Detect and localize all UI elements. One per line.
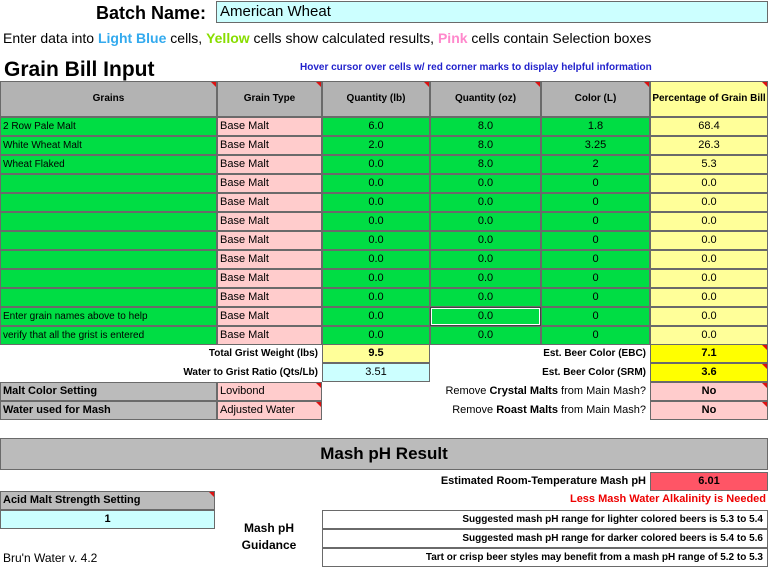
instr-light-blue: Light Blue (97, 30, 167, 46)
grain-name-input[interactable]: 2 Row Pale Malt (0, 117, 217, 136)
quantity-oz-input[interactable]: 0.0 (430, 231, 541, 250)
ebc-label: Est. Beer Color (EBC) (543, 348, 646, 359)
quantity-lb-input[interactable]: 0.0 (322, 193, 430, 212)
percentage-value: 0.0 (650, 250, 768, 269)
grain-type-select[interactable]: Base Malt (217, 117, 322, 136)
ebc-value: 7.1 (650, 344, 768, 363)
quantity-lb-input[interactable]: 6.0 (322, 117, 430, 136)
quantity-lb-input[interactable]: 0.0 (322, 212, 430, 231)
batch-name-label: Batch Name: (96, 3, 207, 23)
color-l-input[interactable]: 0 (541, 174, 650, 193)
quantity-lb-input[interactable]: 0.0 (322, 174, 430, 193)
remove-crystal-label (322, 382, 650, 401)
acid-malt-input[interactable]: 1 (0, 510, 215, 529)
remove-roast-label (322, 401, 650, 420)
roast-pre: Remove (452, 404, 497, 416)
roast-bold: Roast Malts (496, 404, 558, 416)
est-mash-ph-label: Estimated Room-Temperature Mash pH (440, 475, 646, 487)
grain-name-input[interactable] (0, 193, 217, 212)
color-l-input[interactable]: 0 (541, 326, 650, 345)
percentage-value: 0.0 (650, 326, 768, 345)
mash-ph-guidance-label: Mash pH Guidance (241, 521, 297, 552)
grain-type-select[interactable]: Base Malt (217, 307, 322, 326)
color-l-input[interactable]: 3.25 (541, 136, 650, 155)
grain-type-select[interactable]: Base Malt (217, 193, 322, 212)
quantity-lb-input[interactable]: 0.0 (322, 326, 430, 345)
quantity-oz-input[interactable]: 0.0 (430, 193, 541, 212)
quantity-oz-input[interactable]: 8.0 (430, 136, 541, 155)
grain-type-select[interactable]: Base Malt (217, 174, 322, 193)
quantity-lb-input[interactable]: 0.0 (322, 250, 430, 269)
color-l-input[interactable]: 0 (541, 193, 650, 212)
grain-bill-title: Grain Bill Input (4, 58, 155, 81)
percentage-value: 0.0 (650, 174, 768, 193)
percentage-value: 0.0 (650, 193, 768, 212)
grain-type-select[interactable]: Base Malt (217, 250, 322, 269)
color-l-input[interactable]: 0 (541, 307, 650, 326)
color-l-input[interactable]: 0 (541, 269, 650, 288)
header-percentage: Percentage of Grain Bill (650, 81, 768, 117)
quantity-lb-input[interactable]: 2.0 (322, 136, 430, 155)
quantity-oz-input[interactable]: 0.0 (430, 326, 541, 345)
quantity-oz-input[interactable]: 0.0 (430, 307, 541, 326)
grain-name-input[interactable]: Enter grain names above to help (0, 307, 217, 326)
grain-name-input[interactable] (0, 231, 217, 250)
remove-crystal-select[interactable]: No (650, 382, 768, 401)
instr-pink: Pink (437, 30, 468, 46)
quantity-lb-input[interactable]: 0.0 (322, 307, 430, 326)
grain-name-input[interactable] (0, 250, 217, 269)
quantity-lb-input[interactable]: 0.0 (322, 269, 430, 288)
water-grist-ratio-input[interactable]: 3.51 (322, 363, 430, 382)
percentage-value: 0.0 (650, 307, 768, 326)
color-l-input[interactable]: 0 (541, 231, 650, 250)
header-color-l: Color (L) (541, 81, 650, 117)
guidance-tart: Tart or crisp beer styles may benefit from a mash pH range of 5.2 to 5.3 (322, 548, 768, 567)
water-grist-ratio-label: Water to Grist Ratio (Qts/Lb) (183, 367, 318, 378)
alkalinity-warning: Less Mash Water Alkalinity is Needed (569, 493, 766, 505)
mash-ph-title: Mash pH Result (0, 438, 768, 470)
quantity-oz-input[interactable]: 8.0 (430, 117, 541, 136)
remove-roast-select[interactable]: No (650, 401, 768, 420)
srm-label: Est. Beer Color (SRM) (542, 367, 646, 378)
batch-name-input[interactable]: American Wheat (216, 1, 768, 23)
percentage-value: 0.0 (650, 269, 768, 288)
grain-type-select[interactable]: Base Malt (217, 326, 322, 345)
quantity-oz-input[interactable]: 0.0 (430, 269, 541, 288)
grain-name-input[interactable]: Wheat Flaked (0, 155, 217, 174)
quantity-oz-input[interactable]: 8.0 (430, 155, 541, 174)
quantity-oz-input[interactable]: 0.0 (430, 174, 541, 193)
percentage-value: 5.3 (650, 155, 768, 174)
grain-type-select[interactable]: Base Malt (217, 136, 322, 155)
instr-part-2: cells, (166, 30, 207, 46)
crystal-post: from Main Mash? (557, 385, 646, 397)
version-label: Bru'n Water v. 4.2 (3, 551, 98, 565)
quantity-oz-input[interactable]: 0.0 (430, 288, 541, 307)
quantity-lb-input[interactable]: 0.0 (322, 231, 430, 250)
guidance-darker: Suggested mash pH range for darker colored beers is 5.4 to 5.6 (322, 529, 768, 548)
header-quantity-oz: Quantity (oz) (430, 81, 541, 117)
quantity-oz-input[interactable]: 0.0 (430, 250, 541, 269)
grain-name-input[interactable] (0, 174, 217, 193)
grain-type-select[interactable]: Base Malt (217, 155, 322, 174)
grain-name-input[interactable]: White Wheat Malt (0, 136, 217, 155)
grain-name-input[interactable]: verify that all the grist is entered (0, 326, 217, 345)
percentage-value: 0.0 (650, 288, 768, 307)
roast-post: from Main Mash? (557, 404, 646, 416)
instr-part-3: cells show calculated results, (249, 30, 438, 46)
total-grist-label: Total Grist Weight (lbs) (208, 348, 318, 359)
srm-value: 3.6 (650, 363, 768, 382)
instr-part-1: Enter data into (3, 30, 98, 46)
quantity-lb-input[interactable]: 0.0 (322, 155, 430, 174)
crystal-pre: Remove (445, 385, 490, 397)
instr-yellow: Yellow (206, 30, 250, 46)
instructions-line (3, 29, 773, 47)
crystal-bold: Crystal Malts (489, 385, 558, 397)
grain-type-select[interactable]: Base Malt (217, 269, 322, 288)
grain-name-input[interactable] (0, 212, 217, 231)
acid-malt-label: Acid Malt Strength Setting (0, 491, 215, 510)
quantity-oz-input[interactable]: 0.0 (430, 212, 541, 231)
malt-color-select[interactable]: Lovibond (217, 382, 322, 401)
water-used-label: Water used for Mash (0, 401, 217, 420)
grain-type-select[interactable]: Base Malt (217, 231, 322, 250)
percentage-value: 0.0 (650, 212, 768, 231)
color-l-input[interactable]: 0 (541, 288, 650, 307)
color-l-input[interactable]: 0 (541, 212, 650, 231)
hover-note: Hover cursor over cells w/ red corner marks to display helpful information (300, 62, 652, 73)
color-l-input[interactable]: 2 (541, 155, 650, 174)
malt-color-setting-label: Malt Color Setting (0, 382, 217, 401)
total-grist-value: 9.5 (322, 344, 430, 363)
header-grains: Grains (0, 81, 217, 117)
guidance-lighter: Suggested mash pH range for lighter colored beers is 5.3 to 5.4 (322, 510, 768, 529)
header-grain-type: Grain Type (217, 81, 322, 117)
instr-part-4: cells contain Selection boxes (467, 30, 652, 46)
grain-type-select[interactable]: Base Malt (217, 212, 322, 231)
grain-name-input[interactable] (0, 269, 217, 288)
quantity-lb-input[interactable]: 0.0 (322, 288, 430, 307)
grain-name-input[interactable] (0, 288, 217, 307)
est-mash-ph-value: 6.01 (650, 472, 768, 491)
percentage-value: 68.4 (650, 117, 768, 136)
color-l-input[interactable]: 0 (541, 250, 650, 269)
grain-type-select[interactable]: Base Malt (217, 288, 322, 307)
percentage-value: 26.3 (650, 136, 768, 155)
percentage-value: 0.0 (650, 231, 768, 250)
color-l-input[interactable]: 1.8 (541, 117, 650, 136)
water-used-select[interactable]: Adjusted Water (217, 401, 322, 420)
header-quantity-lb: Quantity (lb) (322, 81, 430, 117)
